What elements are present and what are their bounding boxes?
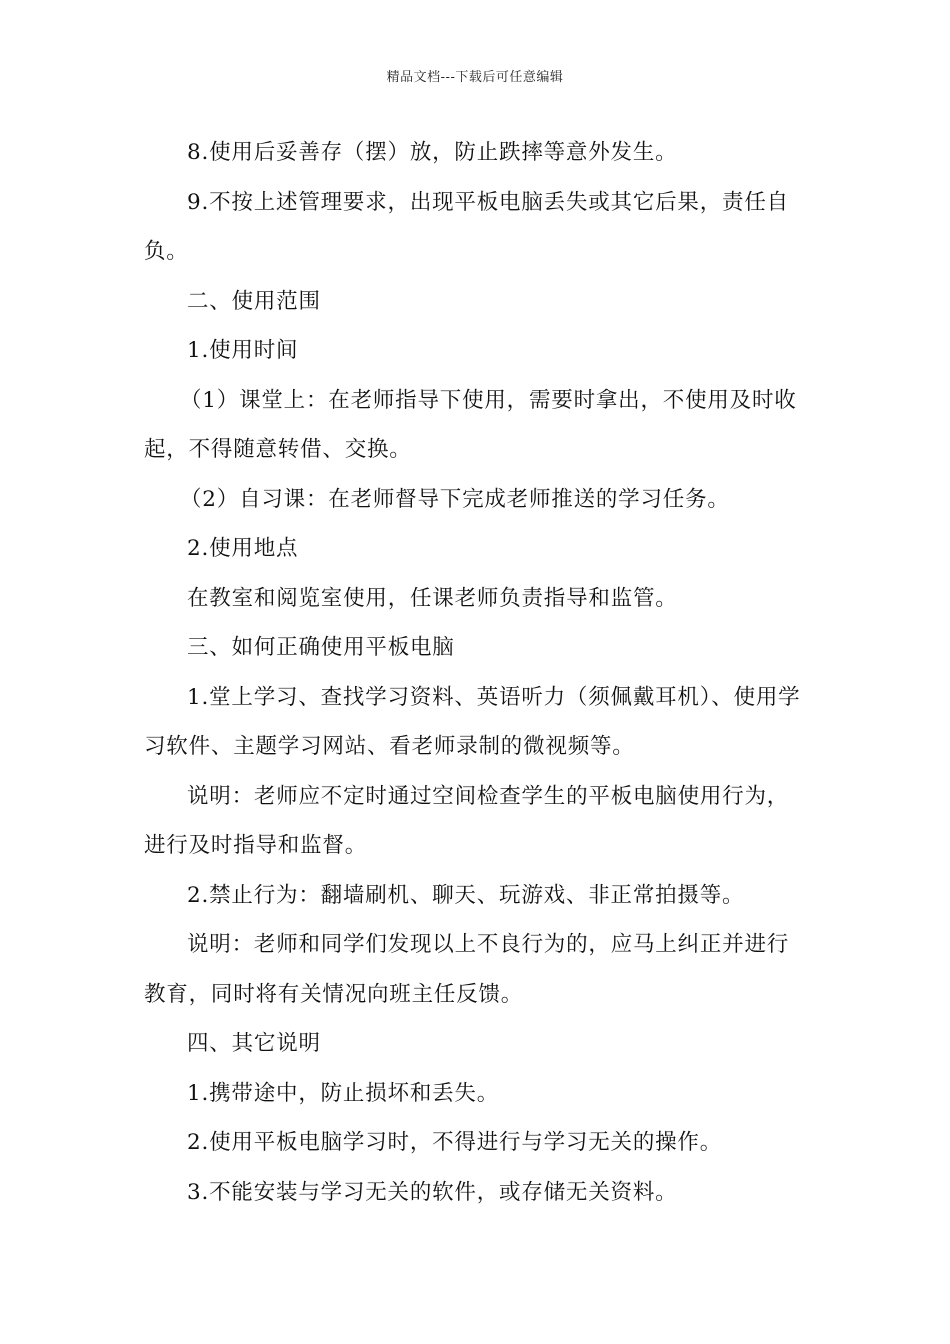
paragraph-allowed-use: 1.堂上学习、查找学习资料、英语听力（须佩戴耳机）、使用学习软件、主题学习网站、看老师录制的微视频等。	[144, 684, 801, 759]
section-heading-other-notes: 四、其它说明	[187, 1031, 321, 1056]
paragraph-item-8: 8.使用后妥善存（摆）放，防止跌摔等意外发生。	[187, 140, 678, 165]
paragraph-no-unrelated-software: 3.不能安装与学习无关的软件，或存储无关资料。	[187, 1179, 678, 1205]
paragraph-study-only-operations: 2.使用平板电脑学习时，不得进行与学习无关的操作。	[187, 1130, 723, 1155]
subheading-usage-time: 1.使用时间	[187, 338, 299, 363]
paragraph-note-correction: 说明：老师和同学们发现以上不良行为的，应马上纠正并进行教育，同时将有关情况向班主任反馈。	[144, 932, 790, 1007]
section-heading-correct-use: 三、如何正确使用平板电脑	[187, 635, 455, 660]
paragraph-location-detail: 在教室和阅览室使用，任课老师负责指导和监管。	[187, 585, 678, 611]
paragraph-item-9: 9.不按上述管理要求，出现平板电脑丢失或其它后果，责任自负。	[144, 189, 789, 264]
subheading-usage-location: 2.使用地点	[187, 536, 299, 561]
section-heading-usage-scope: 二、使用范围	[187, 288, 321, 314]
paragraph-note-teacher-check: 说明：老师应不定时通过空间检查学生的平板电脑使用行为，进行及时指导和监督。	[144, 783, 790, 858]
paragraph-carry-safety: 1.携带途中，防止损坏和丢失。	[187, 1080, 500, 1106]
page-header: 精品文档---下载后可任意编辑	[386, 70, 564, 85]
paragraph-self-study-use: （2）自习课：在老师督导下完成老师推送的学习任务。	[180, 486, 730, 512]
paragraph-classroom-use: （1）课堂上：在老师指导下使用，需要时拿出，不使用及时收起，不得随意转借、交换。	[144, 387, 797, 462]
document-body	[144, 128, 806, 1217]
paragraph-prohibited-behavior: 2.禁止行为：翻墙刷机、聊天、玩游戏、非正常拍摄等。	[187, 882, 745, 908]
